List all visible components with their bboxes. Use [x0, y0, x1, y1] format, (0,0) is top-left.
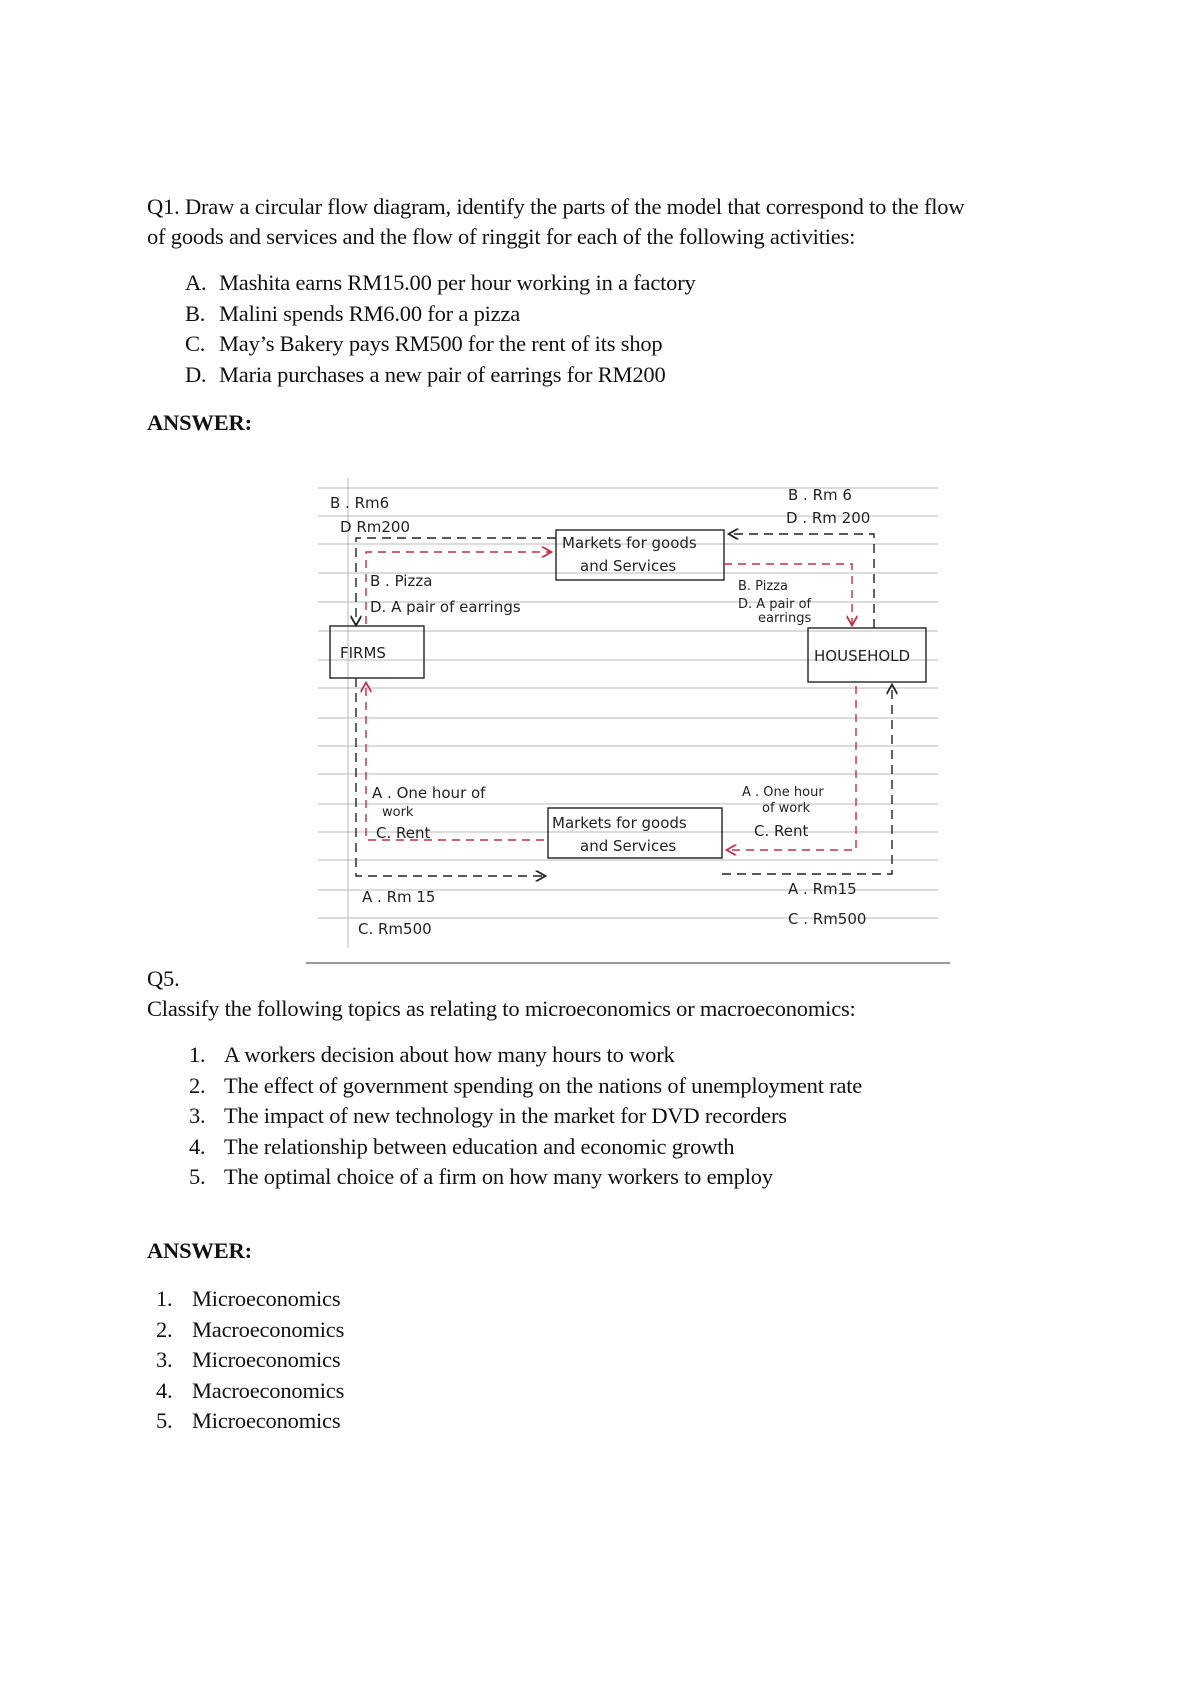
top-right-note-2: D . Rm 200	[786, 509, 871, 527]
right-goods-note-2: D. A pair of	[738, 597, 812, 612]
q1-answer-label: ANSWER:	[147, 410, 252, 435]
flow-firms-to-factor-market-money	[356, 678, 544, 876]
right-goods-note-1: B. Pizza	[738, 579, 788, 594]
left-goods-note-2: D. A pair of earrings	[370, 598, 521, 616]
q5-question: Classify the following topics as relating to microeconomics or macroeconomics:	[147, 996, 856, 1021]
market-top-label-2: and Services	[580, 557, 677, 575]
q1-question-line-2: of goods and services and the flow of ringgit for each of the following activities:	[147, 224, 856, 249]
left-factor-note-1: A . One hour of	[372, 784, 486, 802]
top-left-note-2: D Rm200	[340, 518, 410, 536]
left-factor-note-3: C. Rent	[376, 824, 431, 842]
right-goods-note-3: earrings	[758, 611, 812, 626]
firms-label: FIRMS	[340, 644, 386, 662]
q1-question-line-1: Q1. Draw a circular flow diagram, identify the parts of the model that correspond to the flow	[147, 194, 965, 219]
bottom-right-note-1: A . Rm15	[788, 880, 857, 898]
left-goods-note-1: B . Pizza	[370, 572, 433, 590]
image-bottom-rule	[306, 962, 950, 964]
document-page: Q1. Draw a circular flow diagram, identify the parts of the model that correspond to the flow of goods and services and the flow of ringgit for each of the following activities: A. Mashita earns RM15.00 per hour working in a factory B. Malini spends RM6.00 for a pizza C. May’s Bakery pays RM500 for the rent of its shop D. Maria purchases a new pair of earrings for RM200 ANSWER: Markets for goods and Services FIRMS HOUSEHOLD Markets for goods and Services B . Rm6 D Rm200 B . Rm 6 D . Rm 200 B . Pizza D. A pair of earrings B. Pizza D. A pair of earrings A . One hour of work C. Rent A . One hour of work C. Rent A . Rm 15 C. Rm500 A . Rm15 C . Rm500 Q5. Classify the following topics as relating to microeconomics or macroeconomics: 1. A workers decision about how many hours to work 2. The effect of government spending on the nations of unemployment rate 3. The impact of new technology in the market for DVD recorders 4. The relationship between education and economic growth 5. The optimal choice of a firm on how many workers to employ ANSWER: 1. Microeconomics 2. Macroeconomics 3. Microeconomics 4. Macroeconomics 5. Microeconomics	[147, 194, 965, 1433]
flow-factor-market-to-household-money	[722, 686, 892, 874]
household-label: HOUSEHOLD	[814, 647, 911, 665]
right-factor-note-2: of work	[762, 801, 811, 816]
bottom-left-note-1: A . Rm 15	[362, 888, 436, 906]
bottom-left-note-2: C. Rm500	[358, 920, 432, 938]
q5-label: Q5.	[147, 966, 180, 991]
market-bottom-label-2: and Services	[580, 837, 677, 855]
right-factor-note-1: A . One hour	[742, 785, 824, 800]
q5-answer-label: ANSWER:	[147, 1238, 252, 1263]
top-left-note-1: B . Rm6	[330, 494, 390, 512]
top-right-note-1: B . Rm 6	[788, 486, 852, 504]
market-bottom-label-1: Markets for goods	[552, 814, 687, 832]
right-factor-note-3: C. Rent	[754, 822, 809, 840]
left-factor-note-2: work	[382, 805, 414, 820]
market-top-label-1: Markets for goods	[562, 534, 697, 552]
bottom-right-note-2: C . Rm500	[788, 910, 867, 928]
circular-flow-diagram	[318, 478, 938, 948]
